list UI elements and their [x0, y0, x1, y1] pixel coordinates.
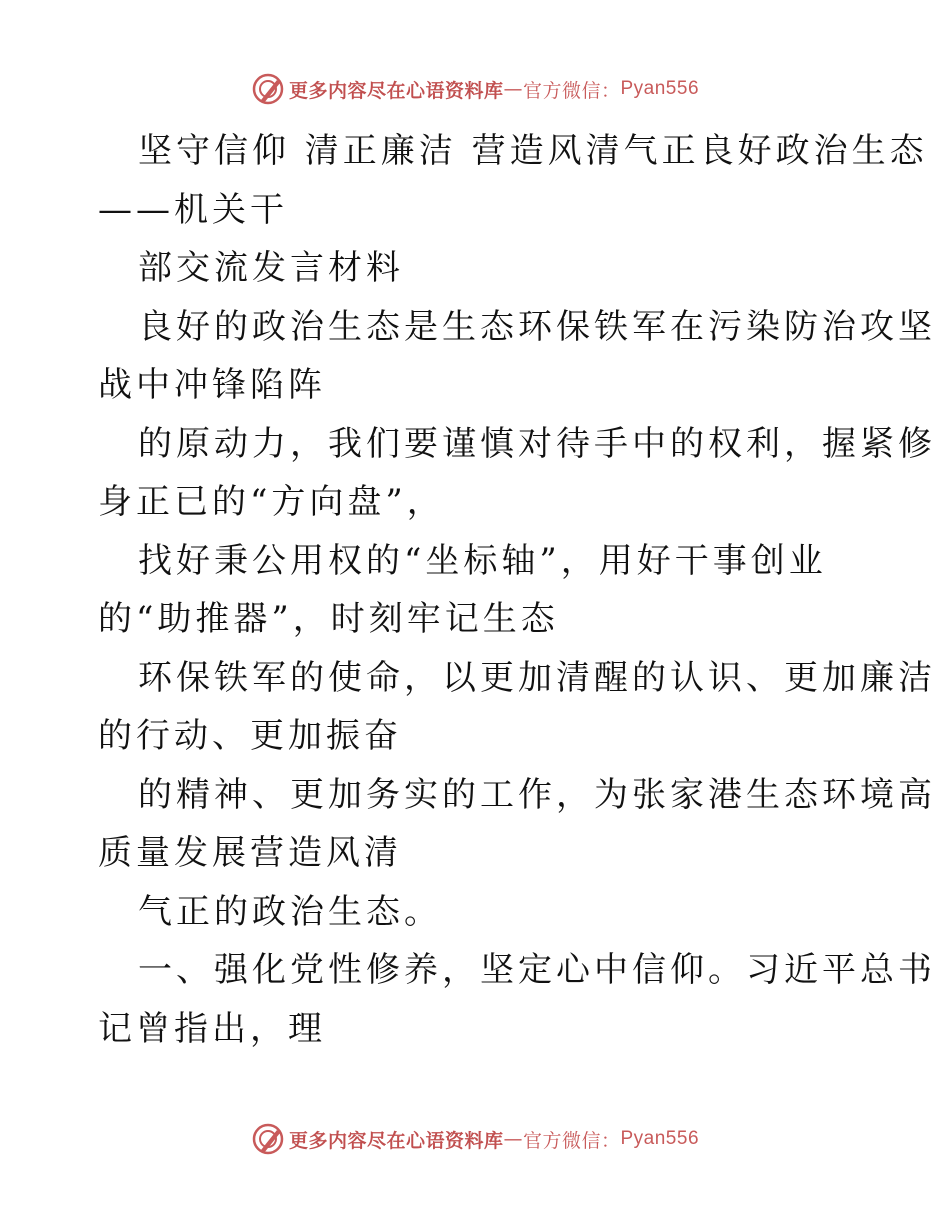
pen-logo-icon: [251, 1122, 285, 1156]
paragraph-line: 气正的政治生态。: [138, 891, 442, 932]
watermark-id: Pyan556: [620, 78, 700, 99]
title-line-3: 部交流发言材料: [138, 248, 404, 288]
paragraph-line: 身正已的“方向盘”，: [98, 482, 445, 522]
paragraph-line: 的“助推器”，时刻牢记生态: [98, 599, 559, 639]
footer-watermark: [0, 1122, 950, 1156]
title-line-2: ——机关干: [98, 189, 288, 230]
watermark-id: Pyan556: [620, 1128, 700, 1149]
pen-logo-icon: [251, 72, 285, 106]
header-watermark: [0, 72, 950, 106]
document-body: [98, 122, 936, 1058]
watermark-text: 更多内容尽在心语资料库: [288, 1129, 504, 1152]
paragraph-line: 找好秉公用权的“坐标轴”，用好干事创业: [138, 540, 827, 581]
section-heading-line: 一、强化党性修养，坚定心中信仰。习近平总书: [138, 950, 936, 990]
watermark-separator: —: [503, 78, 523, 100]
title-line-1: 坚守信仰 清正廉洁 营造风清气正良好政治生态: [138, 131, 928, 171]
paragraph-line: 的原动力，我们要谨慎对待手中的权利，握紧修: [138, 423, 936, 464]
watermark-text: 更多内容尽在心语资料库: [288, 79, 504, 102]
paragraph-line: 的行动、更加振奋: [98, 716, 402, 756]
paragraph-line: 环保铁军的使命，以更加清醒的认识、更加廉洁: [138, 657, 936, 698]
paragraph-line: 的精神、更加务实的工作，为张家港生态环境高: [138, 774, 936, 815]
paragraph-line: 质量发展营造风清: [98, 833, 402, 873]
watermark-label: 官方微信：: [522, 79, 621, 102]
paragraph-line: 战中冲锋陷阵: [98, 365, 326, 405]
paragraph-line: 良好的政治生态是生态环保铁军在污染防治攻坚: [138, 306, 936, 347]
paragraph-line: 记曾指出，理: [98, 1008, 326, 1049]
watermark-label: 官方微信：: [522, 1129, 621, 1152]
watermark-separator: —: [503, 1128, 523, 1150]
